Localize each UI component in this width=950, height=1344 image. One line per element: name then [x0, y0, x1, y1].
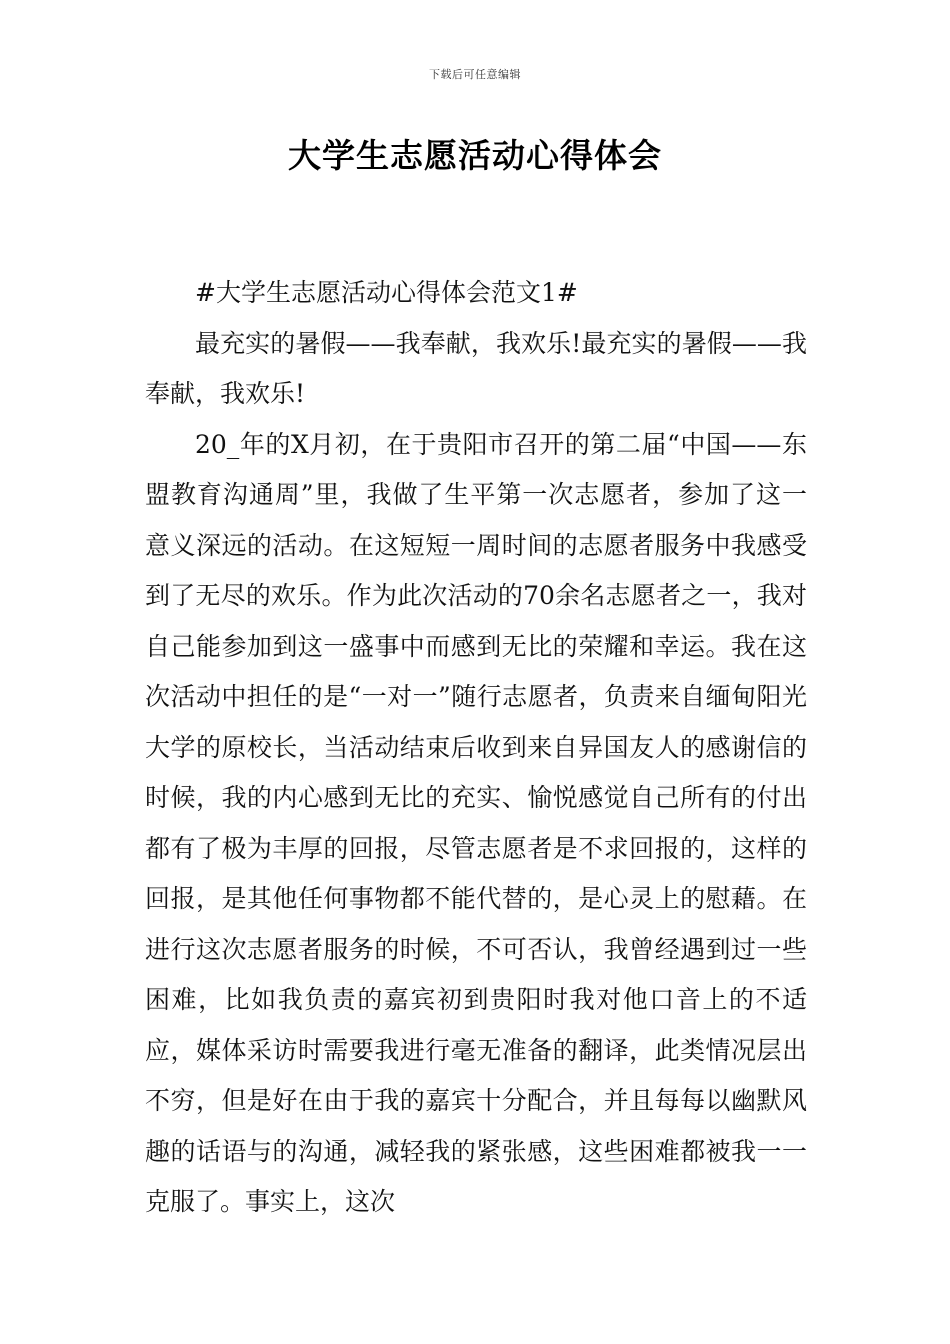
paragraph-1: 最充实的暑假——我奉献，我欢乐!最充实的暑假——我奉献，我欢乐!: [145, 328, 807, 408]
header-note: 下载后可任意编辑: [429, 68, 521, 81]
document-title: 大学生志愿活动心得体会: [288, 136, 662, 175]
document-body: [145, 268, 807, 1228]
section-heading: #大学生志愿活动心得体会范文1#: [195, 278, 578, 307]
paragraph-2: 20_年的X月初，在于贵阳市召开的第二届“中国——东盟教育沟通周”里，我做了生平第一次志愿者，参加了这一意义深远的活动。在这短短一周时间的志愿者服务中我感受到了无尽的欢乐。作为此次活动的70余名志愿者之一，我对自己能参加到这一盛事中而感到无比的荣耀和幸运。我在这次活动中担任的是“一对一”随行志愿者，负责来自缅甸阳光大学的原校长，当活动结束后收到来自异国友人的感谢信的时候，我的内心感到无比的充实、愉悦感觉自己所有的付出都有了极为丰厚的回报，尽管志愿者是不求回报的，这样的回报，是其他任何事物都不能代替的，是心灵上的慰藉。在进行这次志愿者服务的时候，不可否认，我曾经遇到过一些困难，比如我负责的嘉宾初到贵阳时我对他口音上的不适应，媒体采访时需要我进行毫无准备的翻译，此类情况层出不穷，但是好在由于我的嘉宾十分配合，并且每每以幽默风趣的话语与的沟通，减轻我的紧张感，这些困难都被我一一克服了。事实上，这次: [145, 429, 807, 1216]
